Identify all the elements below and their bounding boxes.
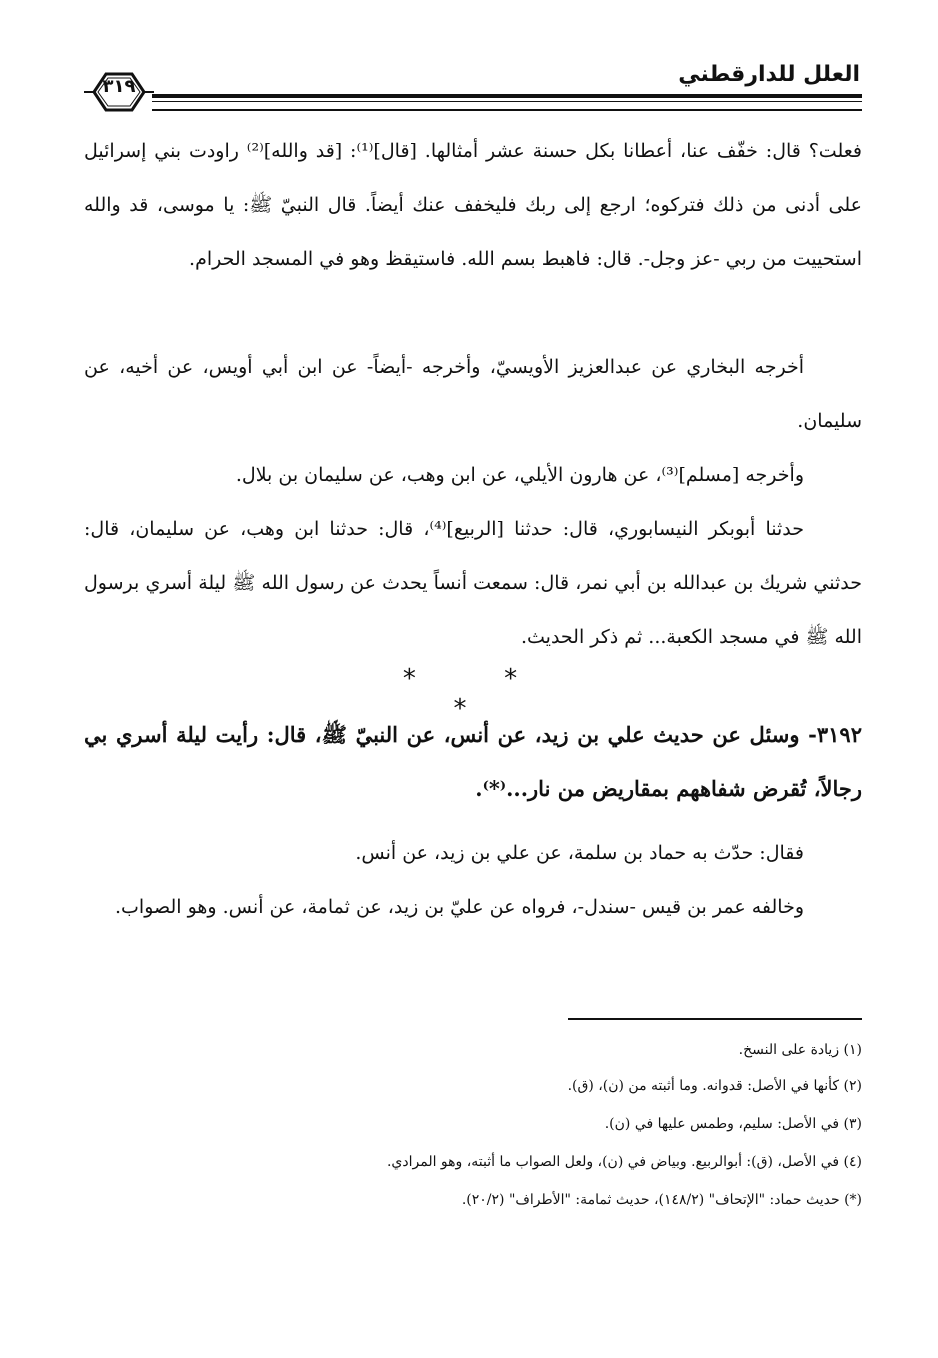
section-separator: * * * [402, 664, 558, 724]
paragraph-isnad: حدثنا أبوبكر النيسابوري، قال: حدثنا [الربيع]⁽⁴⁾، قال: حدثنا ابن وهب، عن سليمان، قال: حدثني شريك بن عبدالله بن أبي نمر، قال: سمعت أنساً يحدث عن رسول الله ﷺ ليلة أسري برسول الله ﷺ في مسجد الكعبة... ثم ذكر الحديث. [84, 518, 863, 648]
footnote-4: (٤) في الأصل، (ق): أبوالربيع. وبياض في (ن)، ولعل الصواب ما أثبته، وهو المرادي. [386, 1154, 862, 1170]
question-heading: ٣١٩٢- وسئل عن حديث علي بن زيد، عن أنس، عن النبيّ ﷺ، قال: رأيت ليلة أسري بي رجالاً، تُقرض شفاههم بمقاريض من نار...⁽*⁾. [84, 722, 862, 801]
footnote-3: (٣) في الأصل: سليم، وطمس عليها في (ن). [604, 1116, 862, 1132]
running-header-title: العلل للدارقطني [678, 62, 860, 87]
paragraph-hadith-continuation: فعلت؟ قال: خفّف عنا، أعطانا بكل حسنة عشر أمثالها. [قال]⁽¹⁾: [قد والله]⁽²⁾ راودت بني إسرائيل على أدنى من ذلك فتركوه؛ ارجع إلى ربك فليخفف عنك أيضاً. قال النبيّ ﷺ: يا موسى، قد والله استحييت من ربي -عز وجل-. قال: فاهبط بسم الله. فاستيقظ وهو في المسجد الحرام. [84, 140, 863, 270]
paragraph-bukhari: أخرجه البخاري عن عبدالعزيز الأويسيّ، وأخرجه -أيضاً- عن ابن أبي أويس، عن أخيه، عن سليمان. [84, 356, 862, 432]
page-number-ornament [84, 68, 154, 116]
header-rule [152, 94, 862, 111]
paragraph-muslim: وأخرجه [مسلم]⁽³⁾، عن هارون الأيلي، عن ابن وهب، عن سليمان بن بلال. [235, 464, 804, 486]
footnote-star: (*) حديث حماد: "الإتحاف" (١٤٨/٢)، حديث ثمامة: "الأطراف" (٢٠/٢). [461, 1192, 862, 1208]
paragraph-conclusion: وخالفه عمر بن قيس -سندل-، فرواه عن عليّ بن زيد، عن ثمامة، عن أنس. وهو الصواب. [114, 896, 804, 918]
page-number: ٣١٩ [102, 76, 136, 97]
footnote-rule [568, 1018, 862, 1020]
footnote-1: (١) زيادة على النسخ. [738, 1042, 862, 1058]
paragraph-answer: فقال: حدّث به حماد بن سلمة، عن علي بن زيد، عن أنس. [355, 842, 804, 864]
footnote-2: (٢) كأنها في الأصل: قدوانه. وما أثبته من (ن)، (ق). [567, 1078, 862, 1094]
